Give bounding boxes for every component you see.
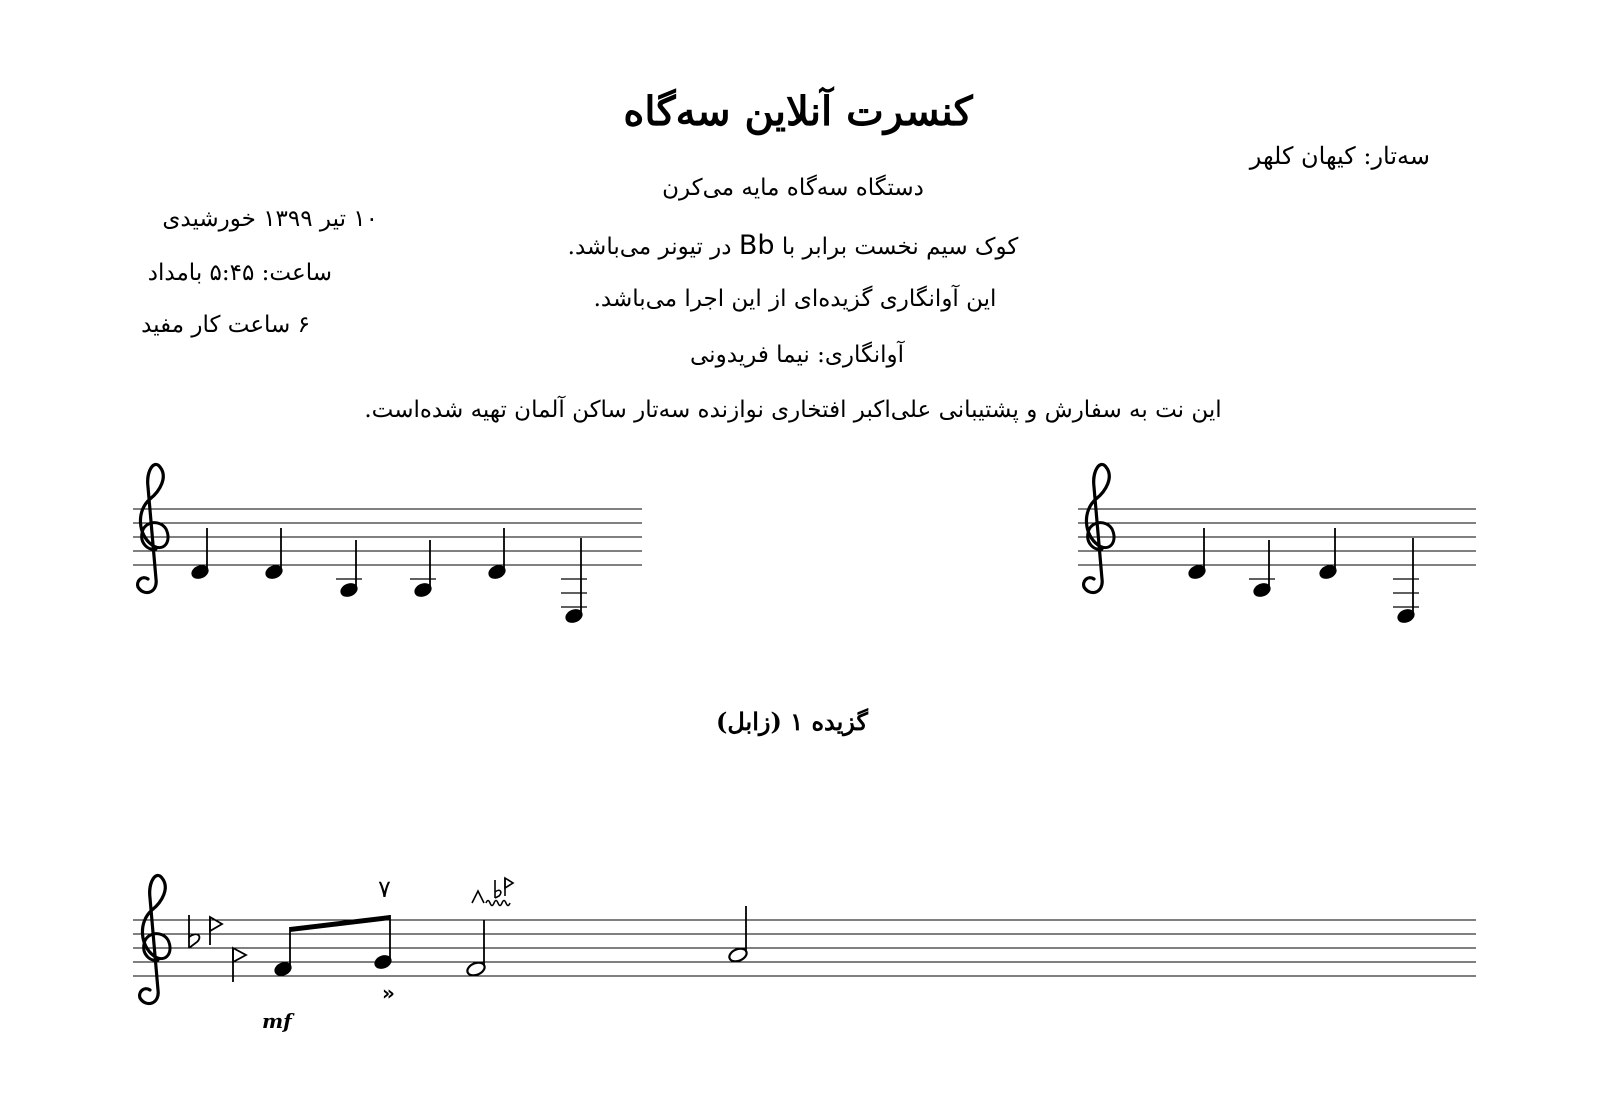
treble-clef-icon [140, 875, 170, 1003]
performance-time: ساعت: ۵:۴۵ بامداد [147, 260, 332, 286]
treble-clef-icon [1084, 464, 1114, 592]
page-title: کنسرت آنلاین سه‌گاه [623, 88, 973, 135]
accent-icon: » [382, 981, 395, 1005]
performance-date: ۱۰ تیر ۱۳۹۹ خورشیدی [162, 206, 378, 232]
excerpt-note: این آوانگاری گزیده‌ای از این اجرا می‌باشد. [593, 286, 997, 312]
tuning-staff-right [1078, 464, 1476, 624]
ornament-mark: ٧ [378, 875, 391, 903]
dynamic-marking: mf [262, 1009, 292, 1033]
sponsor-note: این نت به سفارش و پشتیبانی علی‌اکبر افتخاری نوازنده سه‌تار ساکن آلمان تهیه شده‌است. [364, 397, 1222, 423]
excerpt-staff [133, 875, 1476, 1033]
treble-clef-icon [138, 464, 168, 592]
trill-ornament-icon [472, 878, 513, 906]
transcriber-credit: آوانگاری: نیما فریدونی [690, 342, 904, 368]
section-title: گزیده ۱ (زابل) [716, 707, 868, 736]
tuning-text-after: در تیونر می‌باشد. [567, 234, 732, 260]
dastgah-line: دستگاه سه‌گاه مایه می‌کرن [662, 175, 924, 201]
tuning-key: Bb [738, 230, 775, 261]
tuning-staff-left [133, 464, 642, 624]
tuning-text-before: کوک سیم نخست برابر با [781, 234, 1019, 260]
work-duration: ۶ ساعت کار مفید [141, 312, 310, 338]
performer-credit: سه‌تار: کیهان کلهر [1249, 142, 1430, 170]
